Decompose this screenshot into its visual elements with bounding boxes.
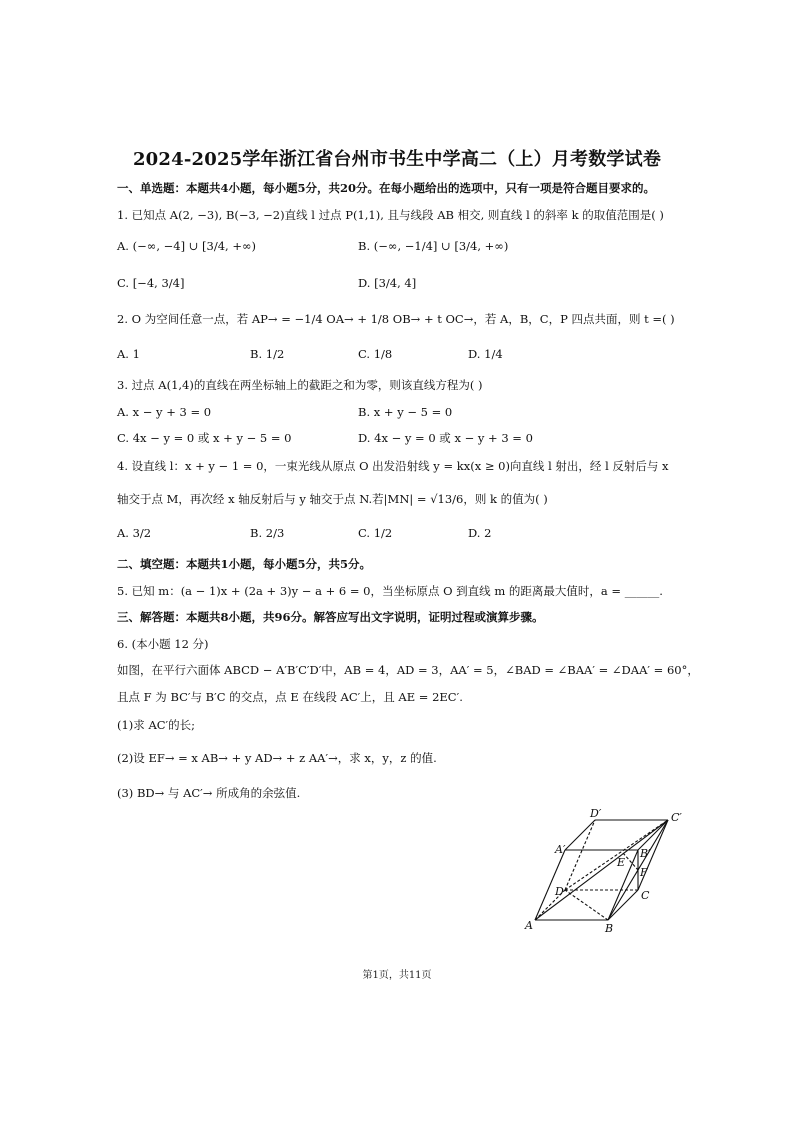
section-single-choice: 一、单选题：本题共4小题，每小题5分，共20分。在每小题给出的选项中，只有一项是符合题目要求的。 <box>117 181 656 195</box>
q6-part3: (3) BD→ 与 AC′→ 所成角的余弦值. <box>117 786 301 800</box>
q3-option-d: D. 4x − y = 0 或 x − y + 3 = 0 <box>358 431 533 445</box>
diagonal-bd <box>565 890 608 920</box>
q3-option-a: A. x − y + 3 = 0 <box>117 405 212 419</box>
q4-stem-line1: 4. 设直线 l：x + y − 1 = 0，一束光线从原点 O 出发沿射线 y = kx(x ≥ 0)向直线 l 射出，经 l 反射后与 x <box>117 459 669 473</box>
q3-option-c: C. 4x − y = 0 或 x + y − 5 = 0 <box>117 431 292 445</box>
parallelepiped-figure <box>520 805 690 935</box>
q1-option-a: A. (−∞, −4] ∪ [3/4, +∞) <box>117 239 257 253</box>
page-title: 2024-2025学年浙江省台州市书生中学高二（上）月考数学试卷 <box>132 149 662 170</box>
q4-option-a: A. 3/2 <box>117 526 152 540</box>
q4-option-b: B. 2/3 <box>250 526 285 540</box>
label-d: D <box>555 885 564 898</box>
q2-option-a: A. 1 <box>117 347 140 361</box>
q3-option-b: B. x + y − 5 = 0 <box>358 405 453 419</box>
page-footer: 第1页，共11页 <box>362 970 432 981</box>
label-f: F <box>640 866 648 879</box>
q1-option-b: B. (−∞, −1/4] ∪ [3/4, +∞) <box>358 239 509 253</box>
q6-part1: (1)求 AC′的长; <box>117 718 196 732</box>
edge-a1d1 <box>565 820 595 850</box>
label-c: C <box>641 889 650 902</box>
edge-dd1 <box>565 820 595 890</box>
label-b1: B′ <box>640 847 651 860</box>
q2-option-b: B. 1/2 <box>250 347 285 361</box>
section-solutions: 三、解答题：本题共8小题，共96分。解答应写出文字说明，证明过程或演算步骤。 <box>117 610 544 624</box>
figure-edges <box>535 820 668 920</box>
label-a: A <box>525 919 533 932</box>
section-fill-in: 二、填空题：本题共1小题，每小题5分，共5分。 <box>117 557 372 571</box>
q4-option-c: C. 1/2 <box>358 526 393 540</box>
q1-option-c: C. [−4, 3/4] <box>117 276 185 290</box>
q1-option-d: D. [3/4, 4] <box>358 276 417 290</box>
q1-stem: 1. 已知点 A(2, −3), B(−3, −2)直线 l 过点 P(1,1), 且与线段 AB 相交, 则直线 l 的斜率 k 的取值范围是( ) <box>117 208 664 222</box>
q2-option-c: C. 1/8 <box>358 347 393 361</box>
q2-stem: 2. O 为空间任意一点，若 AP→ = −1/4 OA→ + 1/8 OB→ + t OC→，若 A，B，C，P 四点共面，则 t =( ) <box>117 312 675 326</box>
q4-option-d: D. 2 <box>468 526 492 540</box>
q6-heading: 6. (本小题 12 分) <box>117 637 209 651</box>
label-c1: C′ <box>671 811 682 824</box>
label-a1: A′ <box>555 843 566 856</box>
q4-stem-line2: 轴交于点 M，再次经 x 轴反射后与 y 轴交于点 N.若|MN| = √13/6，则 k 的值为( ) <box>117 492 548 506</box>
label-d1: D′ <box>590 807 602 820</box>
q2-option-d: D. 1/4 <box>468 347 503 361</box>
label-b: B <box>605 922 614 935</box>
q6-text-line1: 如图，在平行六面体 ABCD − A′B′C′D′中，AB = 4，AD = 3，AA′ = 5，∠BAD = ∠BAA′ = ∠DAA′ = 60°， <box>117 663 699 677</box>
q3-stem: 3. 过点 A(1,4)的直线在两坐标轴上的截距之和为零，则该直线方程为( ) <box>117 378 483 392</box>
q6-text-line2: 且点 F 为 BC′与 B′C 的交点，点 E 在线段 AC′上，且 AE = 2EC′. <box>117 690 463 704</box>
q6-part2: (2)设 EF→ = x AB→ + y AD→ + z AA′→，求 x，y，z 的值. <box>117 751 437 765</box>
diagonal-ac1 <box>535 820 668 920</box>
label-e: E <box>617 856 626 869</box>
q5-stem: 5. 已知 m：(a − 1)x + (2a + 3)y − a + 6 = 0，当坐标原点 O 到直线 m 的距离最大值时，a = ______. <box>117 584 663 598</box>
